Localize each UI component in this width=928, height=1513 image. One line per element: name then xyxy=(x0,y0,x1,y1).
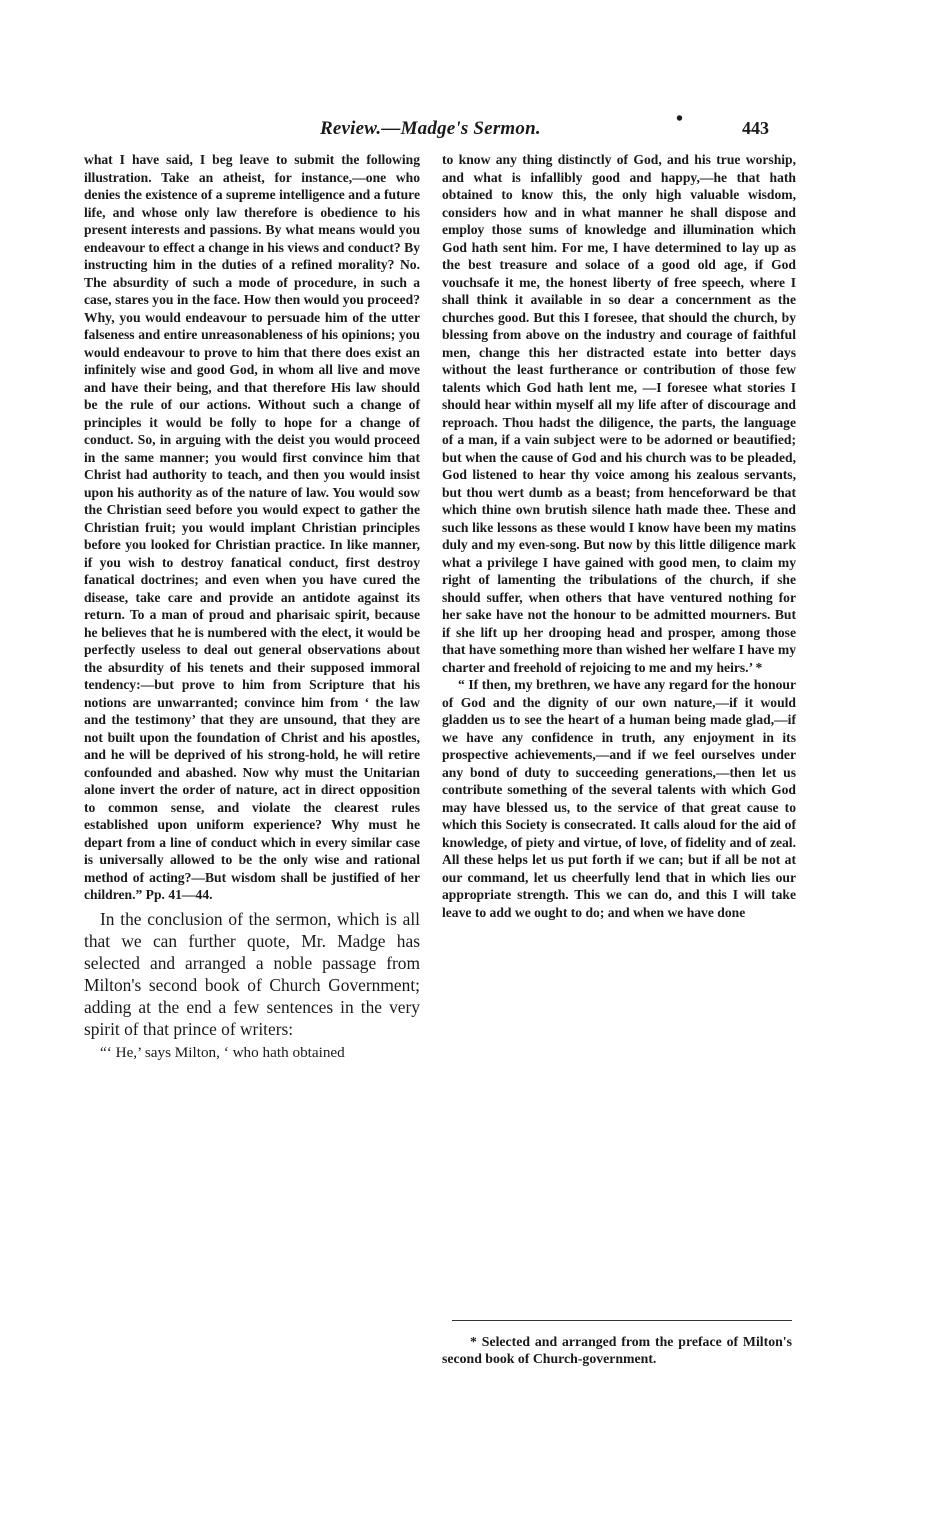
left-quote-start: “‘ He,’ says Milton, ‘ who hath obtained xyxy=(100,1043,345,1061)
footnote: * Selected and arranged from the preface of Milton's second book of Church-government. xyxy=(442,1334,792,1367)
right-paragraph-2: “ If then, my brethren, we have any regard for the honour of God and the dignity of our own nature,—if it would gladden us to see the heart of a human being made glad,—if we have any confidence in truth, any enjoyment in its prospective achievements,—and if we feel ourselves under any bond of duty to succeeding generations,—then let us contribute something of the several talents with which God may have blessed us, to the service of that great cause to which this Society is consecrated. It calls aloud for the aid of knowledge, of piety and virtue, of love, of fidelity and of zeal. All these helps let us put forth if we can; but if all be not at our command, let us cheerfully lend that in which lies our appropriate strength. This we can do, and this I will take leave to add we ought to do; and when we have done xyxy=(442,677,796,920)
left-paragraph-2: In the conclusion of the sermon, which is all that we can further quote, Mr. Madge has selected and arranged a noble passage from Milton's second book of Church Government; adding at the end a few sentences in the very spirit of that prince of writers: xyxy=(84,908,420,1039)
right-column xyxy=(442,151,796,921)
printer-mark: • xyxy=(676,108,684,130)
footnote-divider xyxy=(452,1320,792,1321)
page-number: 443 xyxy=(742,118,769,138)
running-title: Review.—Madge's Sermon. xyxy=(320,118,541,139)
left-paragraph-1: what I have said, I beg leave to submit the following illustration. Take an atheist, for instance,—one who denies the existence of a supreme intelligence and a future life, and whose only law therefore is obedience to his present interests and passions. By what means would you endeavour to effect a change in his views and conduct? By instructing him in the duties of a refined morality? No. The absurdity of such a mode of procedure, in such a case, stares you in the face. How then would you proceed? Why, you would endeavour to persuade him of the utter falseness and entire unreasonableness of his opinions; you would endeavour to prove to him that there does exist an infinitely wise and good God, in whom all live and move and have their being, and that therefore His law should be the rule of our actions. Without such a change of principles it would be folly to hope for a change of conduct. So, in arguing with the deist you would proceed in the same manner; you would first convince him that Christ had authority to teach, and then you would insist upon his authority as of the nature of law. You would sow the Christian seed before you would expect to gather the Christian fruit; you would implant Christian principles before you looked for Christian practice. In like manner, if you wish to destroy fanatical conduct, first destroy fanatical doctrines; and even when you have cured the disease, take care and provide an antidote against its return. To a man of proud and pharisaic spirit, because he believes that he is numbered with the elect, it would be perfectly useless to deal out general observations about the absurdity of his tenets and their supposed immoral tendency:—but prove to him from Scripture that his notions are unwarranted; convince him from ‘ the law and the testimony’ that they are unsound, that they are not built upon the foundation of Christ and his apostles, and he will be deprived of his strong-hold, he will retire confounded and abashed. Now why must the Unitarian alone invert the order of nature, act in direct opposition to common sense, and violate the clearest rules established upon uniform experience? Why must he depart from a line of conduct which in every similar case is universally allowed to be the only wise and rational method of acting?—But wisdom shall be justified of her children.” Pp. 41—44. xyxy=(84,152,420,902)
left-column xyxy=(84,151,420,1061)
right-paragraph-1: to know any thing distinctly of God, and his true worship, and what is infallibly good and happy,—he that hath obtained to know this, the only high valuable wisdom, considers how and in what manner he shall dispose and employ those sums of knowledge and illumination which God hath sent him. For me, I have determined to lay up as the best treasure and solace of a good old age, if God vouchsafe it me, the honest liberty of free speech, where I shall think it available in so dear a concernment as the churches good. But this I foresee, that should the church, by blessing from above on the industry and courage of faithful men, change this her distracted estate into better days without the least furtherance or contribution of those few talents which God hath lent me, —I foresee what stories I should hear within myself all my life after of discourage and reproach. Thou hadst the diligence, the parts, the language of a man, if a vain subject were to be adorned or beautified; but when the cause of God and his church was to be pleaded, God listened to hear thy voice among his zealous servants, but thou wert dumb as a beast; from henceforward be that which thine own brutish silence hath made thee. These and such like lessons as these would I know have been my matins duly and my even-song. But now by this little diligence mark what a privilege I have gained with good men, to claim my right of lamenting the tribulations of the church, if she should suffer, when others that have ventured nothing for her sake have not the honour to be admitted mourners. But if she lift up her drooping head and prosper, among those that have something more than wished her welfare I have my charter and freehold of rejoicing to me and my heirs.’ * xyxy=(442,152,796,675)
